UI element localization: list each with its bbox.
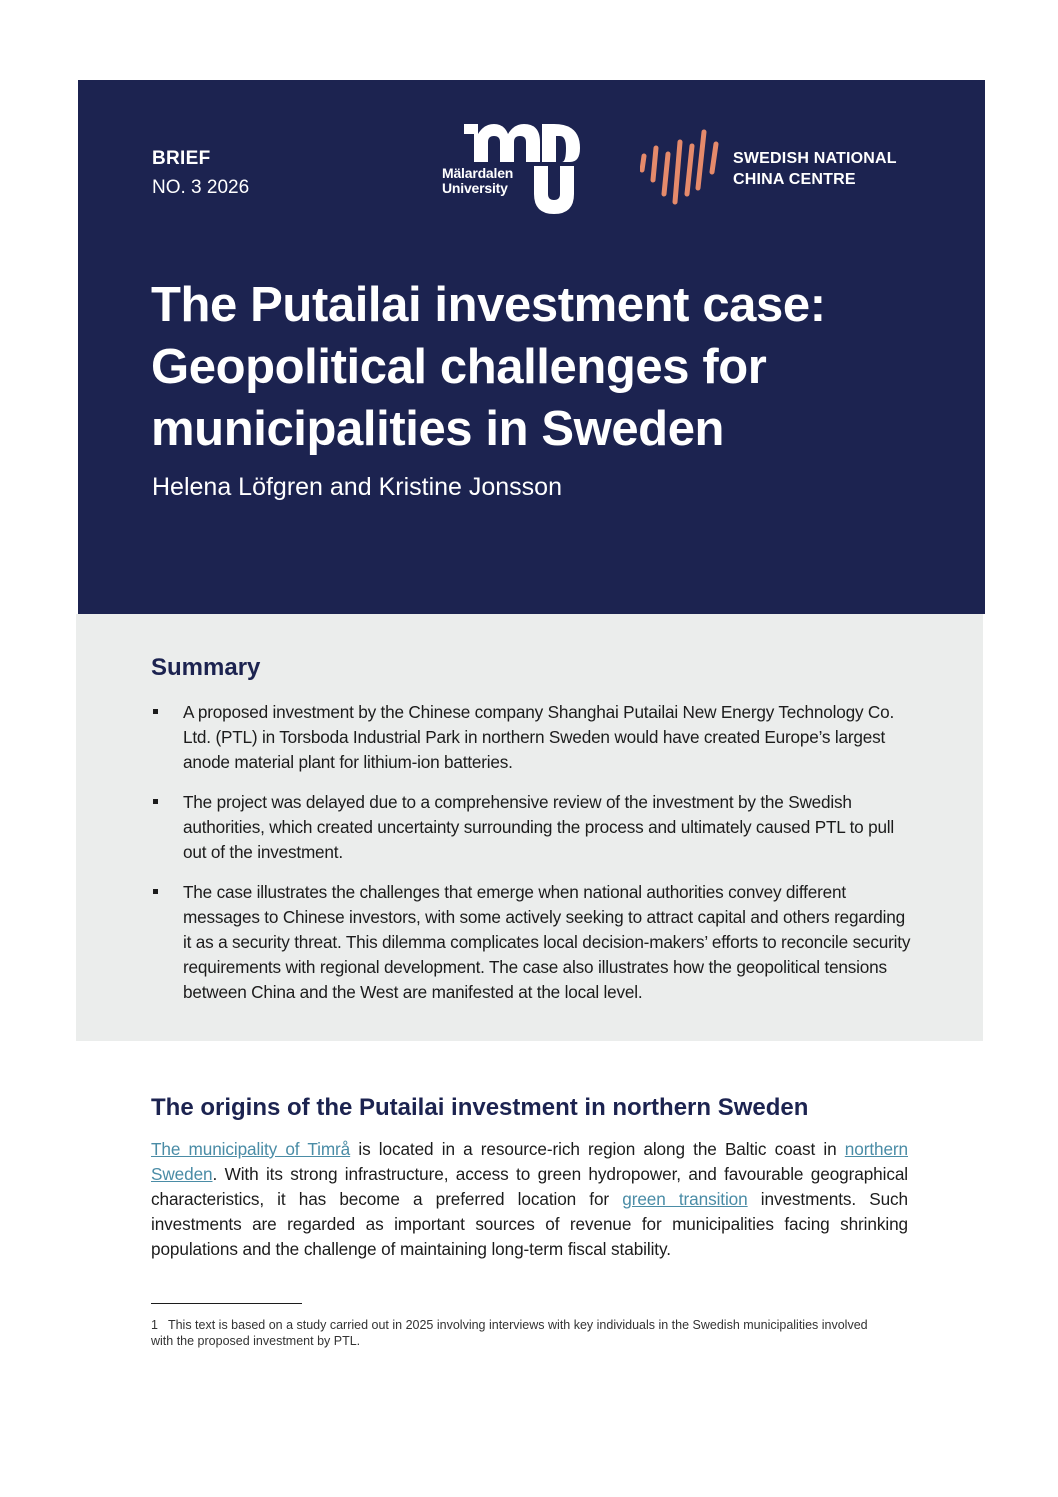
mdu-name-line2: University [442, 180, 508, 196]
sncc-bars-icon [640, 128, 722, 208]
cover-header [78, 80, 985, 614]
section-heading: The origins of the Putailai investment in northern Sweden [151, 1094, 809, 1121]
list-item [151, 790, 911, 865]
mdu-logo-text [442, 166, 513, 196]
link-municipality-timra[interactable]: The municipality of Timrå [151, 1139, 351, 1159]
footnote-text: This text is based on a study carried out in 2025 involving interviews with key individuals in the Swedish municipalities involved with the proposed investment by PTL. [151, 1318, 868, 1348]
authors: Helena Löfgren and Kristine Jonsson [152, 473, 562, 501]
title-line-2: Geopolitical challenges for [151, 340, 767, 394]
footnote [151, 1317, 891, 1349]
summary-heading: Summary [151, 654, 261, 681]
list-item [151, 880, 911, 1005]
sncc-logo [640, 128, 930, 208]
link-northern-sweden[interactable]: northern Sweden [151, 1139, 908, 1184]
bullet-icon [153, 889, 158, 894]
mdu-name-line1: Mälardalen [442, 165, 514, 181]
title-line-3: municipalities in Sweden [151, 402, 725, 456]
summary-panel [76, 614, 983, 1041]
sncc-name-line1: SWEDISH NATIONAL [733, 150, 897, 167]
section-paragraph [151, 1137, 908, 1262]
paragraph-text-1: is located in a resource-rich region along the Baltic coast in [350, 1139, 845, 1159]
summary-item-text: A proposed investment by the Chinese company Shanghai Putailai New Energy Technology Co. Ltd. (PTL) in Torsboda Industrial Park in northern Sweden would have created Europe’s largest anode material plant for lithium-ion batteries. [183, 702, 895, 772]
mdu-logo [442, 122, 582, 214]
list-item [151, 700, 911, 775]
bullet-icon [153, 799, 158, 804]
footnote-number: 1 [151, 1318, 158, 1332]
paragraph-text-2: . With its strong infrastructure, access to green hydropower, and favourable geographical characteristics, it has become a preferred location for [151, 1164, 908, 1209]
sncc-name-line2: CHINA CENTRE [733, 171, 856, 188]
document-title [151, 274, 951, 460]
brief-number: NO. 3 2026 [152, 177, 250, 198]
title-line-1: The Putailai investment case: [151, 278, 826, 332]
sncc-logo-text [733, 148, 897, 190]
summary-item-text: The case illustrates the challenges that emerge when national authorities convey different messages to Chinese investors, with some actively seeking to attract capital and others regarding it as a security threat. This dilemma complicates local decision-makers’ efforts to reconcile security requirements with regional development. The case also illustrates how the geopolitical tensions between China and the West are manifested at the local level. [183, 882, 911, 1002]
brief-type: BRIEF [152, 148, 211, 169]
summary-list [151, 700, 911, 1020]
summary-item-text: The project was delayed due to a comprehensive review of the investment by the Swedish authorities, which created uncertainty surrounding the process and ultimately caused PTL to pull out of the investment. [183, 792, 895, 862]
footnote-divider [151, 1303, 302, 1304]
paragraph-text-3: investments. Such investments are regarded as important sources of revenue for municipalities facing shrinking populations and the challenge of maintaining long-term fiscal stability. [151, 1189, 909, 1259]
bullet-icon [153, 709, 158, 714]
link-green-transition[interactable]: green transition [622, 1189, 748, 1209]
